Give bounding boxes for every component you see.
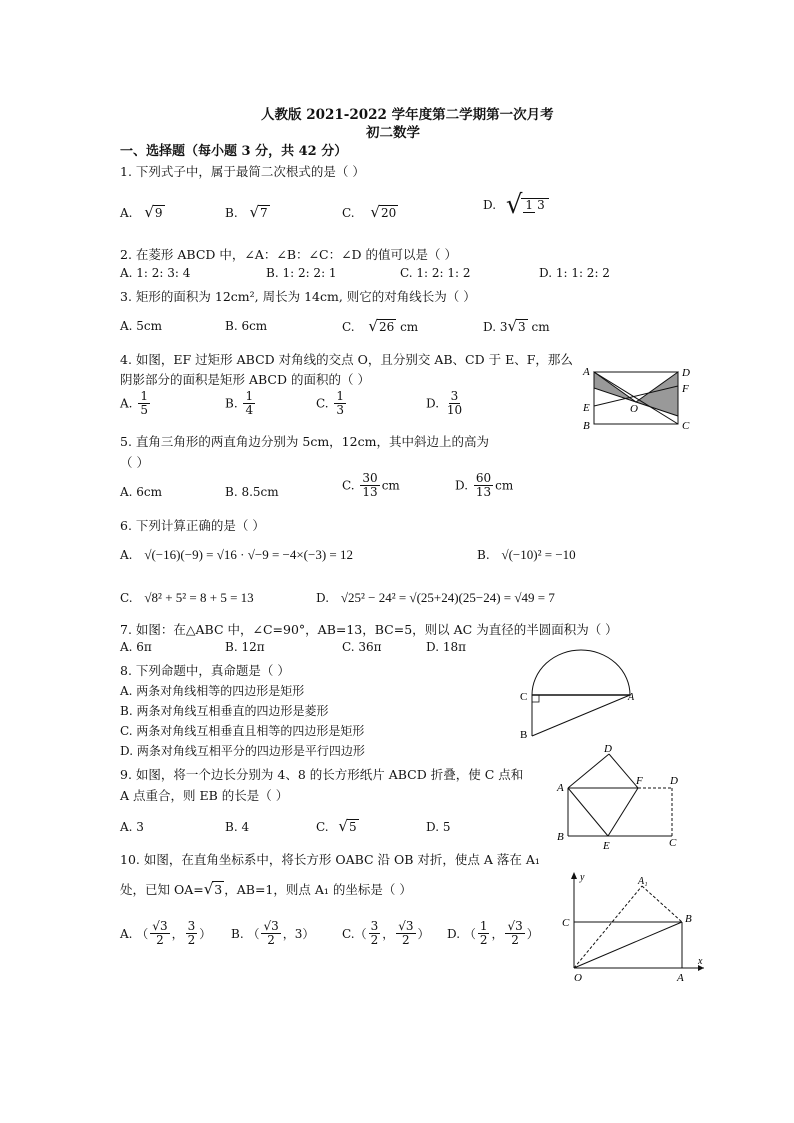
q9-label-b: B	[557, 831, 564, 843]
q9-label-e: E	[603, 840, 610, 852]
q1-option-d: D. √ 1 3	[483, 190, 551, 220]
q4-option-c: C. $\frac{1}{3}$	[316, 389, 345, 418]
q10-stem-line2: 处，已知 OA=√3 ，AB=1，则点 A₁ 的坐标是（ ）	[120, 880, 412, 898]
q4-stem-line2: 阴影部分的面积是矩形 ABCD 的面积的（ ）	[120, 372, 370, 387]
q4-a-frac: $\frac{1}{5}$	[140, 389, 148, 418]
q8-option-a: A. 两条对角线相等的四边形是矩形	[120, 684, 305, 698]
q10-label-a: A	[677, 972, 684, 984]
q3-c-label: C.	[342, 320, 355, 334]
q10-label-x: x	[698, 956, 703, 967]
q9-c-radicand: 5	[348, 820, 357, 834]
q9-fold-figure	[554, 740, 688, 852]
q6-d-expression: √25² − 24² = √(25+24)(25−24) = √49 = 7	[340, 590, 555, 605]
q2-option-a: A. 1: 2: 3: 4	[120, 266, 191, 280]
q10-option-d: D. （ $\frac{1}{2}$ ， $\frac{√3}{2}$ ）	[447, 919, 539, 948]
q9-option-c: C. √5	[316, 817, 357, 835]
q5-option-c: C. $\frac{30}{13}$ cm	[342, 471, 400, 500]
q9-label-c: C	[669, 837, 677, 849]
q7-option-a: A. 6π	[120, 640, 152, 654]
q1-a-label: A.	[120, 206, 133, 220]
q9-label-d-top: D	[604, 743, 612, 755]
q7-option-b: B. 12π	[225, 640, 265, 654]
q4-rectangle-figure	[578, 362, 698, 434]
q10-label-a1: A₁	[638, 876, 648, 887]
exam-title: 人教版 2021-2022 学年度第二学期第一次月考	[261, 107, 554, 123]
q5-stem-line2: （ ）	[120, 455, 149, 470]
q10-stem-line1: 10. 如图，在直角坐标系中，将长方形 OABC 沿 OB 对折，使点 A 落在 A₁	[120, 852, 540, 867]
q7-stem: 7. 如图：在△ABC 中，∠C=90°，AB=13，BC=5，则以 AC 为直径的半圆面积为（ ）	[120, 622, 618, 637]
q10-option-b: B. （ $\frac{√3}{2}$ ，3）	[231, 919, 315, 948]
q3-option-b: B. 6cm	[225, 319, 268, 333]
q4-b-frac: $\frac{1}{4}$	[245, 389, 254, 418]
q6-c-expression: √8² + 5² = 8 + 5 = 13	[144, 590, 254, 605]
q4-option-b: B. $\frac{1}{4}$	[225, 389, 254, 418]
q9-label-d: D	[670, 775, 678, 787]
q10-label-y: y	[580, 872, 585, 883]
q4-label-e: E	[583, 402, 590, 414]
q6-a-expression: √(−16)(−9) = √16 · √−9 = −4×(−3) = 12	[144, 547, 354, 562]
q10-oa-radicand: 3	[214, 882, 223, 897]
q9-option-a: A. 3	[120, 820, 144, 834]
q4-c-frac: $\frac{1}{3}$	[336, 389, 345, 418]
q8-option-b: B. 两条对角线互相垂直的四边形是菱形	[120, 704, 329, 718]
q4-label-c: C	[682, 420, 690, 432]
q7-option-c: C. 36π	[342, 640, 382, 654]
q4-label-d: D	[682, 367, 690, 379]
q1-stem: 1. 下列式子中，属于最简二次根式的是（ ）	[120, 164, 365, 179]
q9-option-b: B. 4	[225, 820, 250, 834]
q3-c-unit: cm	[400, 320, 419, 334]
q9-option-d: D. 5	[426, 820, 451, 834]
q3-stem: 3. 矩形的面积为 12cm², 周长为 14cm, 则它的对角线长为（ ）	[120, 289, 476, 304]
q2-option-c: C. 1: 2: 1: 2	[400, 266, 471, 280]
q6-stem: 6. 下列计算正确的是（ ）	[120, 518, 265, 533]
q7-semicircle-figure	[512, 648, 642, 742]
q7-label-a: A	[628, 692, 635, 703]
q6-b-expression: √(−10)² = −10	[501, 547, 576, 562]
q8-stem: 8. 下列命题中，真命题是（ ）	[120, 663, 290, 678]
q4-label-o: O	[630, 403, 638, 415]
q1-a-radicand: 9	[154, 206, 163, 220]
q5-stem-line1: 5. 直角三角形的两直角边分别为 5cm，12cm，其中斜边上的高为	[120, 434, 489, 449]
q9-stem-line1: 9. 如图，将一个边长分别为 4、8 的长方形纸片 ABCD 折叠，使 C 点和	[120, 767, 524, 782]
q3-c-radicand: 26	[378, 320, 395, 334]
q5-option-a: A. 6cm	[120, 485, 163, 499]
q6-option-b: B. √(−10)² = −10	[477, 547, 576, 562]
q1-c-radicand: 20	[380, 206, 397, 220]
q10-option-c: C.（ $\frac{3}{2}$ ， $\frac{√3}{2}$ ）	[342, 919, 430, 948]
q4-d-frac: $\frac{3}{10}$	[446, 389, 463, 418]
q6-option-a: A. √(−16)(−9) = √16 · √−9 = −4×(−3) = 12	[120, 547, 354, 562]
q10-label-b: B	[685, 913, 692, 925]
q1-d-frac: 1 3	[521, 198, 548, 212]
q5-d-frac: $\frac{60}{13}$	[475, 471, 492, 500]
q1-b-radicand: 7	[260, 206, 268, 220]
q6-option-c: C. √8² + 5² = 8 + 5 = 13	[120, 590, 254, 605]
q3-option-a: A. 5cm	[120, 319, 163, 333]
q8-option-d: D. 两条对角线互相平分的四边形是平行四边形	[120, 744, 365, 758]
q10-label-c: C	[562, 917, 570, 929]
q5-option-b: B. 8.5cm	[225, 485, 279, 499]
q8-option-c: C. 两条对角线互相垂直且相等的四边形是矩形	[120, 724, 365, 738]
section-heading: 一、选择题（每小题 3 分，共 42 分）	[120, 144, 348, 159]
q6-option-d: D. √25² − 24² = √(25+24)(25−24) = √49 = 7	[316, 590, 555, 605]
q3-d-radicand: 3	[518, 320, 526, 334]
q1-b-label: B.	[225, 206, 238, 220]
q5-c-frac: $\frac{30}{13}$	[362, 471, 378, 500]
q10-coordinate-figure	[558, 868, 708, 990]
q4-option-d: D. $\frac{3}{10}$	[426, 389, 463, 418]
q9-label-a: A	[557, 782, 564, 794]
q1-option-b: B. √7	[225, 203, 268, 221]
q7-label-b: B	[520, 729, 528, 741]
q4-option-a: A. $\frac{1}{5}$	[120, 389, 148, 418]
q1-option-a: A. √9	[120, 203, 163, 221]
q1-option-c: C. √20	[342, 203, 397, 221]
q2-stem: 2. 在菱形 ABCD 中，∠A：∠B：∠C：∠D 的值可以是（ ）	[120, 247, 458, 262]
q2-option-b: B. 1: 2: 2: 1	[266, 266, 337, 280]
q3-d-label: D. 3	[483, 320, 508, 334]
q4-label-a: A	[583, 366, 590, 378]
q3-option-d: D. 3√3 cm	[483, 317, 550, 335]
q1-c-label: C.	[342, 206, 355, 220]
q4-stem-line1: 4. 如图，EF 过矩形 ABCD 对角线的交点 O，且分别交 AB、CD 于 E、F，那么	[120, 352, 573, 367]
q7-option-d: D. 18π	[426, 640, 466, 654]
q4-label-f: F	[682, 383, 689, 395]
q1-d-label: D.	[483, 198, 497, 212]
q2-option-d: D. 1: 1: 2: 2	[539, 266, 610, 280]
q10-label-o: O	[574, 972, 582, 984]
q7-label-c: C	[520, 691, 528, 703]
q10-option-a: A. （ $\frac{√3}{2}$ ， $\frac{3}{2}$ ）	[120, 919, 212, 948]
q9-stem-line2: A 点重合，则 EB 的长是（ ）	[120, 788, 289, 803]
q3-option-c: C. √26 cm	[342, 317, 419, 335]
q4-label-b: B	[583, 420, 590, 432]
q5-option-d: D. $\frac{60}{13}$ cm	[455, 471, 514, 500]
q3-d-unit: cm	[531, 320, 550, 334]
q9-label-f: F	[636, 775, 643, 787]
exam-subtitle: 初二数学	[366, 125, 420, 141]
